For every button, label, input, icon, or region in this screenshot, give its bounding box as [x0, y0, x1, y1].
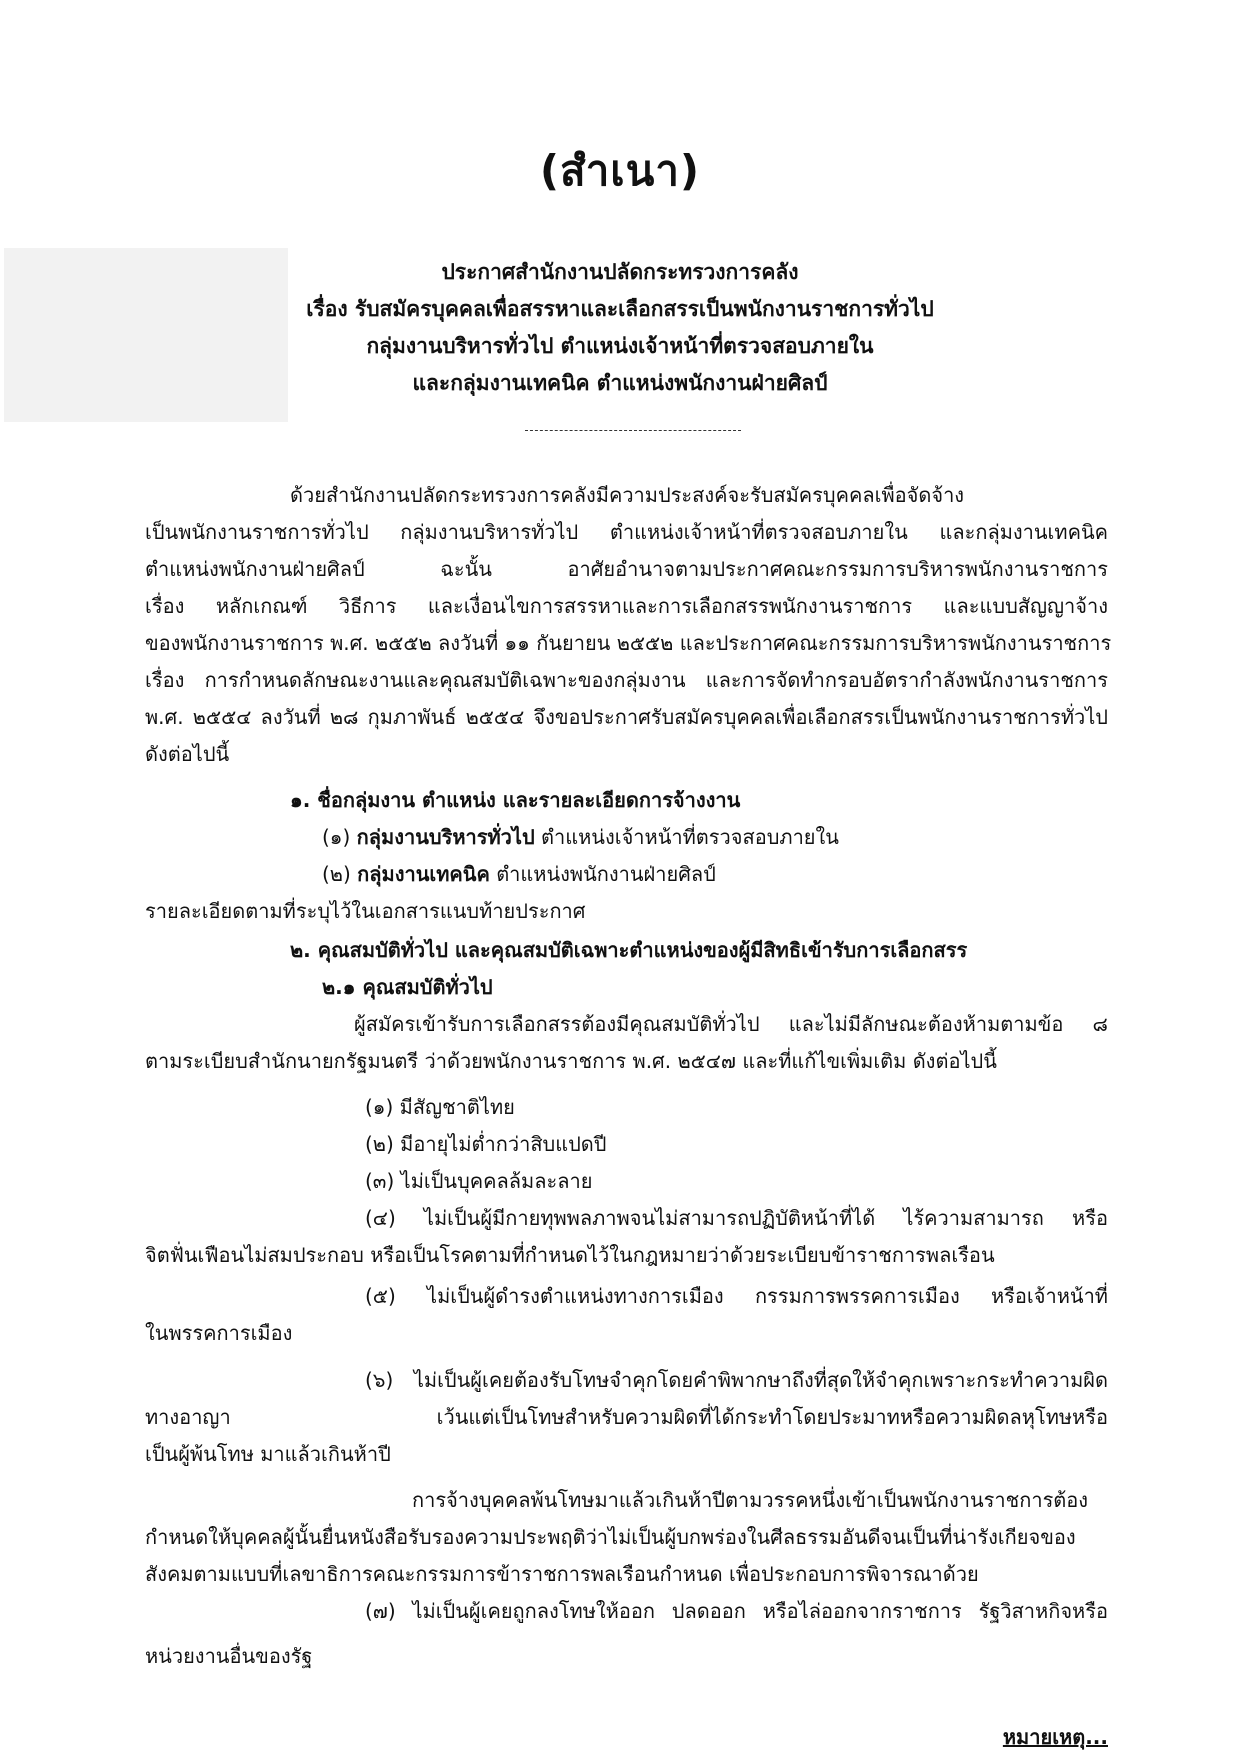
intro-line: เป็นพนักงานราชการทั่วไป กลุ่มงานบริหารทั่วไป ตำแหน่งเจ้าหน้าที่ตรวจสอบภายใน และกลุ่มงานเทคนิค: [145, 520, 1108, 544]
intro-line: เรื่อง การกำหนดลักษณะงานและคุณสมบัติเฉพาะของกลุ่มงาน และการจัดทำกรอบอัตรากำลังพนักงานราชการ: [145, 668, 1108, 692]
qualification-item-cont: ทางอาญา เว้นแต่เป็นโทษสำหรับความผิดที่ได้กระทำโดยประมาทหรือความผิดลหุโทษหรือ: [145, 1405, 1108, 1429]
qualification-item: (๒) มีอายุไม่ต่ำกว่าสิบแปดปี: [365, 1132, 607, 1156]
qualification-item-cont: หน่วยงานอื่นของรัฐ: [145, 1644, 313, 1668]
qualification-paragraph: การจ้างบุคคลพ้นโทษมาแล้วเกินห้าปีตามวรรคหนึ่งเข้าเป็นพนักงานราชการต้อง: [412, 1488, 1089, 1512]
position-item: [322, 864, 716, 884]
qualification-item-cont: เป็นผู้พ้นโทษ มาแล้วเกินห้าปี: [145, 1442, 391, 1466]
announcement-subject-line-3: และกลุ่มงานเทคนิค ตำแหน่งพนักงานฝ่ายศิลป์: [412, 371, 828, 395]
section-2-heading: ๒. คุณสมบัติทั่วไป และคุณสมบัติเฉพาะตำแหน่งของผู้มีสิทธิเข้ารับการเลือกสรร: [290, 938, 968, 962]
item-number: (๒): [322, 862, 351, 886]
attachment-note: รายละเอียดตามที่ระบุไว้ในเอกสารแนบท้ายประกาศ: [145, 899, 586, 923]
qualification-item: (๗) ไม่เป็นผู้เคยถูกลงโทษให้ออก ปลดออก หรือไล่ออกจากราชการ รัฐวิสาหกิจหรือ: [365, 1599, 1108, 1623]
qualification-item: (๕) ไม่เป็นผู้ดำรงตำแหน่งทางการเมือง กรรมการพรรคการเมือง หรือเจ้าหน้าที่: [365, 1284, 1108, 1308]
announcement-title: ประกาศสำนักงานปลัดกระทรวงการคลัง: [441, 260, 799, 284]
copy-stamp: (สำเนา): [539, 146, 701, 195]
qualification-lead: ผู้สมัครเข้ารับการเลือกสรรต้องมีคุณสมบัติทั่วไป และไม่มีลักษณะต้องห้ามตามข้อ ๘: [354, 1012, 1108, 1036]
intro-line: ด้วยสำนักงานปลัดกระทรวงการคลังมีความประสงค์จะรับสมัครบุคคลเพื่อจัดจ้าง: [290, 483, 965, 507]
position-name: ตำแหน่งพนักงานฝ่ายศิลป์: [496, 862, 716, 886]
section-1-heading: ๑. ชื่อกลุ่มงาน ตำแหน่ง และรายละเอียดการจ้างงาน: [290, 788, 741, 812]
intro-line: พ.ศ. ๒๕๕๔ ลงวันที่ ๒๘ กุมภาพันธ์ ๒๕๕๔ จึงขอประกาศรับสมัครบุคคลเพื่อเลือกสรรเป็นพนักงานราชการทั่วไป: [145, 705, 1108, 729]
title-divider: [525, 430, 741, 431]
group-name: กลุ่มงานเทคนิค: [357, 862, 490, 886]
section-2-1-heading: ๒.๑ คุณสมบัติทั่วไป: [322, 975, 493, 999]
announcement-subject-line-2: กลุ่มงานบริหารทั่วไป ตำแหน่งเจ้าหน้าที่ตรวจสอบภายใน: [366, 334, 874, 358]
announcement-subject: เรื่อง รับสมัครบุคคลเพื่อสรรหาและเลือกสรรเป็นพนักงานราชการทั่วไป: [306, 297, 934, 321]
qualification-paragraph: สังคมตามแบบที่เลขาธิการคณะกรรมการข้าราชการพลเรือนกำหนด เพื่อประกอบการพิจารณาด้วย: [145, 1562, 979, 1586]
intro-line: เรื่อง หลักเกณฑ์ วิธีการ และเงื่อนไขการสรรหาและการเลือกสรรพนักงานราชการ และแบบสัญญาจ้าง: [145, 594, 1108, 618]
qualification-item: (๔) ไม่เป็นผู้มีกายทุพพลภาพจนไม่สามารถปฏิบัติหน้าที่ได้ ไร้ความสามารถ หรือ: [365, 1206, 1108, 1230]
item-number: (๑): [322, 825, 351, 849]
intro-line: ตำแหน่งพนักงานฝ่ายศิลป์ ฉะนั้น อาศัยอำนาจตามประกาศคณะกรรมการบริหารพนักงานราชการ: [145, 557, 1108, 581]
qualification-paragraph: กำหนดให้บุคคลผู้นั้นยื่นหนังสือรับรองความประพฤติว่าไม่เป็นผู้บกพร่องในศีลธรรมอันดีจนเป็นที่น่ารังเกียจของ: [145, 1525, 1076, 1549]
continued-note: หมายเหตุ...: [1002, 1725, 1108, 1749]
position-name: ตำแหน่งเจ้าหน้าที่ตรวจสอบภายใน: [541, 825, 839, 849]
qualification-item: (๖) ไม่เป็นผู้เคยต้องรับโทษจำคุกโดยคำพิพากษาถึงที่สุดให้จำคุกเพราะกระทำความผิด: [365, 1368, 1108, 1392]
group-name: กลุ่มงานบริหารทั่วไป: [356, 825, 535, 849]
qualification-item: (๓) ไม่เป็นบุคคลล้มละลาย: [365, 1169, 593, 1193]
qualification-lead: ตามระเบียบสำนักนายกรัฐมนตรี ว่าด้วยพนักงานราชการ พ.ศ. ๒๕๔๗ และที่แก้ไขเพิ่มเติม ดังต่อไปนี้: [145, 1049, 997, 1073]
position-item: [322, 827, 839, 847]
intro-line: ดังต่อไปนี้: [145, 742, 230, 766]
qualification-item-cont: ในพรรคการเมือง: [145, 1321, 293, 1345]
qualification-item-cont: จิตฟั่นเฟือนไม่สมประกอบ หรือเป็นโรคตามที่กำหนดไว้ในกฎหมายว่าด้วยระเบียบข้าราชการพลเรือน: [145, 1243, 995, 1267]
intro-line: ของพนักงานราชการ พ.ศ. ๒๕๕๒ ลงวันที่ ๑๑ กันยายน ๒๕๕๒ และประกาศคณะกรรมการบริหารพนักงานราชการ: [145, 631, 1112, 655]
qualification-item: (๑) มีสัญชาติไทย: [365, 1095, 515, 1119]
